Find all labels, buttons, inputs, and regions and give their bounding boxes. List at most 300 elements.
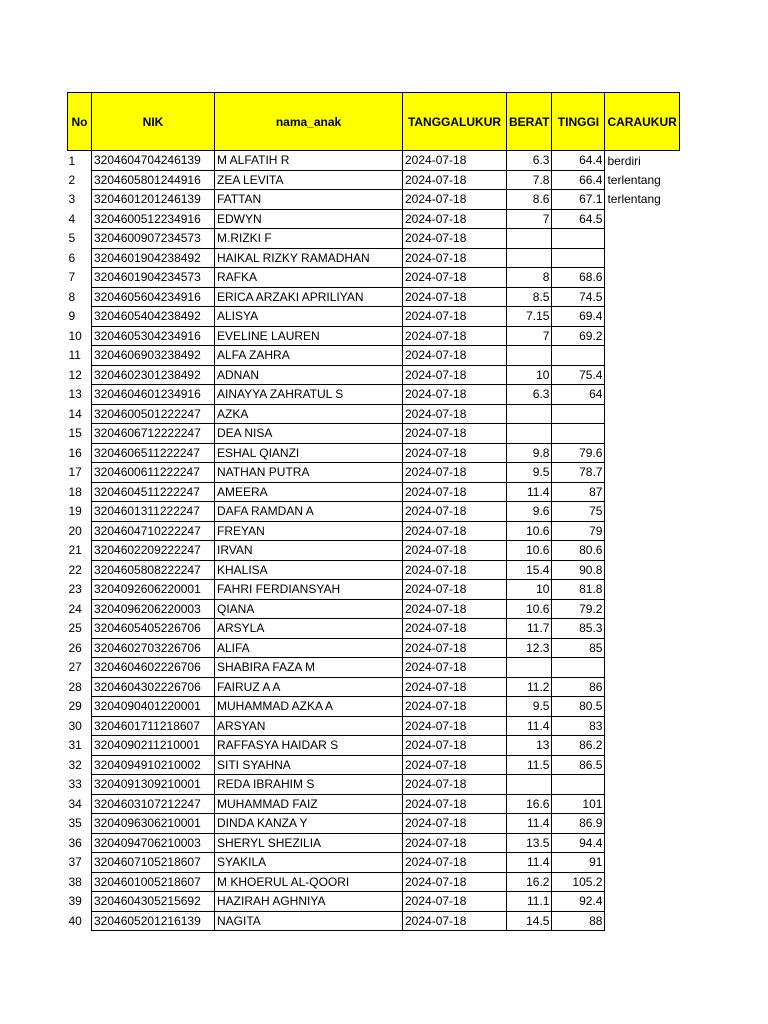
nik-cell[interactable]: 3204094706210003 xyxy=(92,833,215,853)
nik-cell[interactable]: 3204090401220001 xyxy=(92,697,215,717)
table-row xyxy=(68,385,680,405)
tinggi-cell[interactable]: 79.6 xyxy=(552,443,605,463)
cara-ukur-cell[interactable] xyxy=(605,424,679,444)
nik-cell[interactable]: 3204602209222247 xyxy=(92,541,215,561)
tanggal-ukur-cell[interactable]: 2024-07-18 xyxy=(403,541,507,561)
tinggi-cell[interactable]: 74.5 xyxy=(552,287,605,307)
berat-cell[interactable]: 7 xyxy=(507,209,552,229)
berat-cell[interactable] xyxy=(507,346,552,366)
tanggal-ukur-cell[interactable]: 2024-07-18 xyxy=(403,794,507,814)
berat-cell[interactable]: 11.1 xyxy=(507,892,552,912)
header-tanggal-ukur[interactable]: TANGGALUKUR xyxy=(403,93,507,151)
row-number-cell[interactable]: 27 xyxy=(68,660,82,675)
tinggi-cell[interactable] xyxy=(552,248,605,268)
row-number-cell[interactable]: 10 xyxy=(68,328,82,343)
tinggi-cell[interactable]: 86.2 xyxy=(552,736,605,756)
cara-ukur-cell[interactable] xyxy=(605,443,679,463)
tanggal-ukur-cell[interactable]: 2024-07-18 xyxy=(403,268,507,288)
table-row xyxy=(68,775,680,795)
table-row xyxy=(68,736,680,756)
tanggal-ukur-cell[interactable]: 2024-07-18 xyxy=(403,833,507,853)
nik-cell[interactable]: 3204096306210001 xyxy=(92,814,215,834)
nik-cell[interactable]: 3204605201216139 xyxy=(92,911,215,931)
tinggi-cell[interactable]: 86.5 xyxy=(552,755,605,775)
tinggi-cell[interactable]: 81.8 xyxy=(552,580,605,600)
row-number-cell[interactable]: 34 xyxy=(68,796,82,811)
berat-cell[interactable]: 8 xyxy=(507,268,552,288)
nama-anak-cell[interactable]: REDA IBRAHIM S xyxy=(215,775,403,795)
nik-cell[interactable]: 3204605808222247 xyxy=(92,560,215,580)
tanggal-ukur-cell[interactable]: 2024-07-18 xyxy=(403,619,507,639)
row-number-cell[interactable]: 30 xyxy=(68,718,82,733)
tanggal-ukur-cell[interactable]: 2024-07-18 xyxy=(403,521,507,541)
tinggi-cell[interactable]: 101 xyxy=(552,794,605,814)
tanggal-ukur-cell[interactable]: 2024-07-18 xyxy=(403,248,507,268)
cara-ukur-cell[interactable] xyxy=(605,580,679,600)
table-row xyxy=(68,365,680,385)
nama-anak-cell[interactable]: KHALISA xyxy=(215,560,403,580)
nama-anak-cell[interactable]: ERICA ARZAKI APRILIYAN xyxy=(215,287,403,307)
nama-anak-cell[interactable]: M KHOERUL AL-QOORI xyxy=(215,872,403,892)
berat-cell[interactable]: 14.5 xyxy=(507,911,552,931)
nik-cell[interactable]: 3204605604234916 xyxy=(92,287,215,307)
nama-anak-cell[interactable]: AZKA xyxy=(215,404,403,424)
row-number-cell[interactable]: 5 xyxy=(68,231,76,246)
tinggi-cell[interactable] xyxy=(552,346,605,366)
row-number-cell[interactable]: 21 xyxy=(68,543,82,558)
cara-ukur-cell[interactable] xyxy=(605,229,679,249)
header-row xyxy=(68,93,680,151)
tanggal-ukur-cell[interactable]: 2024-07-18 xyxy=(403,229,507,249)
row-number-cell[interactable]: 16 xyxy=(68,445,82,460)
nama-anak-cell[interactable]: ESHAL QIANZI xyxy=(215,443,403,463)
tanggal-ukur-cell[interactable]: 2024-07-18 xyxy=(403,599,507,619)
berat-cell[interactable]: 9.5 xyxy=(507,463,552,483)
nik-cell[interactable]: 3204604704246139 xyxy=(92,151,215,171)
cara-ukur-cell[interactable] xyxy=(605,833,679,853)
nik-cell[interactable]: 3204096206220003 xyxy=(92,599,215,619)
row-number-cell[interactable]: 31 xyxy=(68,738,82,753)
cara-ukur-cell[interactable] xyxy=(605,482,679,502)
nik-cell[interactable]: 3204604601234916 xyxy=(92,385,215,405)
nama-anak-cell[interactable]: IRVAN xyxy=(215,541,403,561)
nik-cell[interactable]: 3204604710222247 xyxy=(92,521,215,541)
berat-cell[interactable] xyxy=(507,404,552,424)
nama-anak-cell[interactable]: DINDA KANZA Y xyxy=(215,814,403,834)
tinggi-cell[interactable]: 64.5 xyxy=(552,209,605,229)
berat-cell[interactable]: 16.2 xyxy=(507,872,552,892)
table-row xyxy=(68,541,680,561)
nama-anak-cell[interactable]: DEA NISA xyxy=(215,424,403,444)
row-number-cell[interactable]: 24 xyxy=(68,601,82,616)
nik-cell[interactable]: 3204607105218607 xyxy=(92,853,215,873)
tanggal-ukur-cell[interactable]: 2024-07-18 xyxy=(403,736,507,756)
nik-cell[interactable]: 3204602301238492 xyxy=(92,365,215,385)
cara-ukur-cell[interactable] xyxy=(605,736,679,756)
berat-cell[interactable]: 10 xyxy=(507,580,552,600)
nik-cell[interactable]: 3204090211210001 xyxy=(92,736,215,756)
nik-cell[interactable]: 3204603107212247 xyxy=(92,794,215,814)
cara-ukur-cell[interactable] xyxy=(605,541,679,561)
cara-ukur-cell[interactable] xyxy=(605,521,679,541)
row-number-cell[interactable]: 28 xyxy=(68,679,82,694)
tinggi-cell[interactable]: 85 xyxy=(552,638,605,658)
header-cara-ukur[interactable]: CARAUKUR xyxy=(605,93,679,151)
cara-ukur-cell[interactable] xyxy=(605,911,679,931)
row-number-cell[interactable]: 3 xyxy=(68,192,76,207)
header-berat[interactable]: BERAT xyxy=(507,93,552,151)
tanggal-ukur-cell[interactable]: 2024-07-18 xyxy=(403,677,507,697)
nik-cell[interactable]: 3204604302226706 xyxy=(92,677,215,697)
row-number-cell[interactable]: 9 xyxy=(68,309,76,324)
berat-cell[interactable]: 9.5 xyxy=(507,697,552,717)
tinggi-cell[interactable]: 91 xyxy=(552,853,605,873)
cara-ukur-cell[interactable] xyxy=(605,463,679,483)
tanggal-ukur-cell[interactable]: 2024-07-18 xyxy=(403,482,507,502)
nama-anak-cell[interactable]: ARSYAN xyxy=(215,716,403,736)
tanggal-ukur-cell[interactable]: 2024-07-18 xyxy=(403,190,507,210)
tanggal-ukur-cell[interactable]: 2024-07-18 xyxy=(403,658,507,678)
header-tinggi[interactable]: TINGGI xyxy=(552,93,605,151)
row-number-cell[interactable]: 2 xyxy=(68,172,76,187)
tinggi-cell[interactable]: 92.4 xyxy=(552,892,605,912)
tanggal-ukur-cell[interactable]: 2024-07-18 xyxy=(403,872,507,892)
cara-ukur-cell[interactable] xyxy=(605,892,679,912)
row-number-cell[interactable]: 14 xyxy=(68,406,82,421)
berat-cell[interactable]: 9.8 xyxy=(507,443,552,463)
tanggal-ukur-cell[interactable]: 2024-07-18 xyxy=(403,911,507,931)
nama-anak-cell[interactable]: HAZIRAH AGHNIYA xyxy=(215,892,403,912)
cara-ukur-cell[interactable]: terlentang xyxy=(607,172,661,187)
tinggi-cell[interactable]: 66.4 xyxy=(552,170,605,190)
tinggi-cell[interactable]: 68.6 xyxy=(552,268,605,288)
nik-cell[interactable]: 3204091309210001 xyxy=(92,775,215,795)
cara-ukur-cell[interactable] xyxy=(605,287,679,307)
tanggal-ukur-cell[interactable]: 2024-07-18 xyxy=(403,502,507,522)
row-number-cell[interactable]: 25 xyxy=(68,621,82,636)
tinggi-cell[interactable]: 94.4 xyxy=(552,833,605,853)
tinggi-cell[interactable]: 88 xyxy=(552,911,605,931)
nama-anak-cell[interactable]: SHABIRA FAZA M xyxy=(215,658,403,678)
berat-cell[interactable] xyxy=(507,229,552,249)
cara-ukur-cell[interactable] xyxy=(605,404,679,424)
cara-ukur-cell[interactable] xyxy=(605,365,679,385)
tanggal-ukur-cell[interactable]: 2024-07-18 xyxy=(403,892,507,912)
berat-cell[interactable]: 10.6 xyxy=(507,599,552,619)
berat-cell[interactable]: 13 xyxy=(507,736,552,756)
cara-ukur-cell[interactable] xyxy=(605,814,679,834)
nama-anak-cell[interactable]: MUHAMMAD FAIZ xyxy=(215,794,403,814)
berat-cell[interactable]: 7.15 xyxy=(507,307,552,327)
cara-ukur-cell[interactable] xyxy=(605,716,679,736)
cara-ukur-cell[interactable] xyxy=(605,326,679,346)
tanggal-ukur-cell[interactable]: 2024-07-18 xyxy=(403,814,507,834)
tinggi-cell[interactable] xyxy=(552,424,605,444)
nama-anak-cell[interactable]: HAIKAL RIZKY RAMADHAN xyxy=(215,248,403,268)
berat-cell[interactable]: 15.4 xyxy=(507,560,552,580)
nama-anak-cell[interactable]: NAGITA xyxy=(215,911,403,931)
tanggal-ukur-cell[interactable]: 2024-07-18 xyxy=(403,443,507,463)
berat-cell[interactable] xyxy=(507,658,552,678)
table-row xyxy=(68,599,680,619)
row-number-cell[interactable]: 40 xyxy=(68,913,82,928)
tanggal-ukur-cell[interactable]: 2024-07-18 xyxy=(403,775,507,795)
berat-cell[interactable] xyxy=(507,248,552,268)
nik-cell[interactable]: 3204094910210002 xyxy=(92,755,215,775)
nama-anak-cell[interactable]: ZEA LEVITA xyxy=(215,170,403,190)
berat-cell[interactable]: 10.6 xyxy=(507,541,552,561)
nik-cell[interactable]: 3204606511222247 xyxy=(92,443,215,463)
berat-cell[interactable]: 11.7 xyxy=(507,619,552,639)
nama-anak-cell[interactable]: M.RIZKI F xyxy=(215,229,403,249)
row-number-cell[interactable]: 35 xyxy=(68,816,82,831)
berat-cell[interactable]: 13.5 xyxy=(507,833,552,853)
nik-cell[interactable]: 3204605405226706 xyxy=(92,619,215,639)
tanggal-ukur-cell[interactable]: 2024-07-18 xyxy=(403,326,507,346)
berat-cell[interactable]: 8.6 xyxy=(507,190,552,210)
berat-cell[interactable]: 8.5 xyxy=(507,287,552,307)
cara-ukur-cell[interactable] xyxy=(605,677,679,697)
cara-ukur-cell[interactable] xyxy=(605,794,679,814)
tanggal-ukur-cell[interactable]: 2024-07-18 xyxy=(403,404,507,424)
row-number-cell[interactable]: 23 xyxy=(68,582,82,597)
berat-cell[interactable]: 16.6 xyxy=(507,794,552,814)
berat-cell[interactable]: 6.3 xyxy=(507,385,552,405)
tanggal-ukur-cell[interactable]: 2024-07-18 xyxy=(403,716,507,736)
nama-anak-cell[interactable]: MUHAMMAD AZKA A xyxy=(215,697,403,717)
berat-cell[interactable]: 6.3 xyxy=(507,151,552,171)
tinggi-cell[interactable]: 83 xyxy=(552,716,605,736)
nama-anak-cell[interactable]: DAFA RAMDAN A xyxy=(215,502,403,522)
nik-cell[interactable]: 3204604602226706 xyxy=(92,658,215,678)
tanggal-ukur-cell[interactable]: 2024-07-18 xyxy=(403,560,507,580)
tinggi-cell[interactable]: 105.2 xyxy=(552,872,605,892)
row-number-cell[interactable]: 20 xyxy=(68,523,82,538)
tinggi-cell[interactable] xyxy=(552,658,605,678)
row-number-cell[interactable]: 11 xyxy=(68,348,81,363)
nik-cell[interactable]: 3204600907234573 xyxy=(92,229,215,249)
row-number-cell[interactable]: 36 xyxy=(68,835,82,850)
tinggi-cell[interactable]: 67.1 xyxy=(552,190,605,210)
row-number-cell[interactable]: 6 xyxy=(68,250,76,265)
nik-cell[interactable]: 3204602703226706 xyxy=(92,638,215,658)
tinggi-cell[interactable]: 86 xyxy=(552,677,605,697)
cara-ukur-cell[interactable] xyxy=(605,307,679,327)
row-number-cell[interactable]: 33 xyxy=(68,777,82,792)
tinggi-cell[interactable]: 75.4 xyxy=(552,365,605,385)
nama-anak-cell[interactable]: M ALFATIH R xyxy=(215,151,403,171)
berat-cell[interactable]: 7 xyxy=(507,326,552,346)
nama-anak-cell[interactable]: FAIRUZ A A xyxy=(215,677,403,697)
tinggi-cell[interactable]: 86.9 xyxy=(552,814,605,834)
row-number-cell[interactable]: 17 xyxy=(68,465,82,480)
cara-ukur-cell[interactable] xyxy=(605,346,679,366)
cara-ukur-cell[interactable] xyxy=(605,599,679,619)
tanggal-ukur-cell[interactable]: 2024-07-18 xyxy=(403,424,507,444)
tinggi-cell[interactable]: 78.7 xyxy=(552,463,605,483)
table-row xyxy=(68,911,680,931)
tinggi-cell[interactable]: 75 xyxy=(552,502,605,522)
row-number-cell[interactable]: 37 xyxy=(68,855,82,870)
cara-ukur-cell[interactable] xyxy=(605,775,679,795)
tinggi-cell[interactable] xyxy=(552,229,605,249)
nama-anak-cell[interactable]: FAHRI FERDIANSYAH xyxy=(215,580,403,600)
berat-cell[interactable]: 10 xyxy=(507,365,552,385)
header-nik[interactable]: NIK xyxy=(92,93,215,151)
nik-cell[interactable]: 3204605801244916 xyxy=(92,170,215,190)
table-row xyxy=(68,190,680,210)
header-no[interactable]: No xyxy=(68,93,92,151)
tanggal-ukur-cell[interactable]: 2024-07-18 xyxy=(403,170,507,190)
cara-ukur-cell[interactable] xyxy=(605,560,679,580)
tanggal-ukur-cell[interactable]: 2024-07-18 xyxy=(403,346,507,366)
tanggal-ukur-cell[interactable]: 2024-07-18 xyxy=(403,151,507,171)
cara-ukur-cell[interactable]: terlentang xyxy=(607,192,661,207)
nama-anak-cell[interactable]: SHERYL SHEZILIA xyxy=(215,833,403,853)
table-row xyxy=(68,580,680,600)
tinggi-cell[interactable] xyxy=(552,775,605,795)
tanggal-ukur-cell[interactable]: 2024-07-18 xyxy=(403,580,507,600)
tinggi-cell[interactable]: 79.2 xyxy=(552,599,605,619)
nama-anak-cell[interactable]: EVELINE LAUREN xyxy=(215,326,403,346)
nama-anak-cell[interactable]: ALFA ZAHRA xyxy=(215,346,403,366)
nama-anak-cell[interactable]: RAFKA xyxy=(215,268,403,288)
nama-anak-cell[interactable]: NATHAN PUTRA xyxy=(215,463,403,483)
nama-anak-cell[interactable]: FATTAN xyxy=(215,190,403,210)
nama-anak-cell[interactable]: ALISYA xyxy=(215,307,403,327)
nik-cell[interactable]: 3204601904234573 xyxy=(92,268,215,288)
nama-anak-cell[interactable]: QIANA xyxy=(215,599,403,619)
row-number-cell[interactable]: 7 xyxy=(68,270,76,285)
tanggal-ukur-cell[interactable]: 2024-07-18 xyxy=(403,463,507,483)
cara-ukur-cell[interactable] xyxy=(605,385,679,405)
nama-anak-cell[interactable]: AMEERA xyxy=(215,482,403,502)
cara-ukur-cell[interactable] xyxy=(605,697,679,717)
nama-anak-cell[interactable]: AINAYYA ZAHRATUL S xyxy=(215,385,403,405)
nik-cell[interactable]: 3204092606220001 xyxy=(92,580,215,600)
berat-cell[interactable]: 7.8 xyxy=(507,170,552,190)
row-number-cell[interactable]: 38 xyxy=(68,874,82,889)
nik-cell[interactable]: 3204606903238492 xyxy=(92,346,215,366)
row-number-cell[interactable]: 19 xyxy=(68,504,82,519)
berat-cell[interactable]: 11.4 xyxy=(507,814,552,834)
berat-cell[interactable] xyxy=(507,775,552,795)
tanggal-ukur-cell[interactable]: 2024-07-18 xyxy=(403,853,507,873)
tanggal-ukur-cell[interactable]: 2024-07-18 xyxy=(403,385,507,405)
nik-cell[interactable]: 3204600611222247 xyxy=(92,463,215,483)
tinggi-cell[interactable] xyxy=(552,404,605,424)
nik-cell[interactable]: 3204605304234916 xyxy=(92,326,215,346)
berat-cell[interactable]: 9.6 xyxy=(507,502,552,522)
cara-ukur-cell[interactable] xyxy=(605,872,679,892)
row-number-cell[interactable]: 18 xyxy=(68,484,82,499)
tanggal-ukur-cell[interactable]: 2024-07-18 xyxy=(403,697,507,717)
tanggal-ukur-cell[interactable]: 2024-07-18 xyxy=(403,287,507,307)
nama-anak-cell[interactable]: SYAKILA xyxy=(215,853,403,873)
table-row xyxy=(68,326,680,346)
nik-cell[interactable]: 3204604305215692 xyxy=(92,892,215,912)
tinggi-cell[interactable]: 87 xyxy=(552,482,605,502)
tinggi-cell[interactable]: 64 xyxy=(552,385,605,405)
nama-anak-cell[interactable]: ALIFA xyxy=(215,638,403,658)
cara-ukur-cell[interactable] xyxy=(605,619,679,639)
nama-anak-cell[interactable]: ARSYLA xyxy=(215,619,403,639)
berat-cell[interactable]: 11.4 xyxy=(507,482,552,502)
nik-cell[interactable]: 3204606712222247 xyxy=(92,424,215,444)
table-row xyxy=(68,248,680,268)
nik-cell[interactable]: 3204601311222247 xyxy=(92,502,215,522)
nik-cell[interactable]: 3204601005218607 xyxy=(92,872,215,892)
nama-anak-cell[interactable]: RAFFASYA HAIDAR S xyxy=(215,736,403,756)
berat-cell[interactable]: 11.2 xyxy=(507,677,552,697)
tinggi-cell[interactable]: 80.5 xyxy=(552,697,605,717)
cara-ukur-cell[interactable] xyxy=(605,268,679,288)
cara-ukur-cell[interactable] xyxy=(605,853,679,873)
tinggi-cell[interactable]: 64.4 xyxy=(552,151,605,171)
cara-ukur-cell[interactable] xyxy=(605,209,679,229)
berat-cell[interactable]: 11.5 xyxy=(507,755,552,775)
berat-cell[interactable] xyxy=(507,424,552,444)
row-number-cell[interactable]: 13 xyxy=(68,387,82,402)
tinggi-cell[interactable]: 80.6 xyxy=(552,541,605,561)
tinggi-cell[interactable]: 69.4 xyxy=(552,307,605,327)
nama-anak-cell[interactable]: EDWYN xyxy=(215,209,403,229)
tanggal-ukur-cell[interactable]: 2024-07-18 xyxy=(403,365,507,385)
tinggi-cell[interactable]: 79 xyxy=(552,521,605,541)
tanggal-ukur-cell[interactable]: 2024-07-18 xyxy=(403,638,507,658)
cara-ukur-cell[interactable] xyxy=(605,248,679,268)
row-number-cell[interactable]: 4 xyxy=(68,211,76,226)
cara-ukur-cell[interactable] xyxy=(605,658,679,678)
nama-anak-cell[interactable]: SITI SYAHNA xyxy=(215,755,403,775)
nik-cell[interactable]: 3204601904238492 xyxy=(92,248,215,268)
row-number-cell[interactable]: 26 xyxy=(68,640,82,655)
tanggal-ukur-cell[interactable]: 2024-07-18 xyxy=(403,307,507,327)
data-table xyxy=(67,92,680,931)
row-number-cell[interactable]: 8 xyxy=(68,289,76,304)
row-number-cell[interactable]: 39 xyxy=(68,894,82,909)
tinggi-cell[interactable]: 90.8 xyxy=(552,560,605,580)
tinggi-cell[interactable]: 85.3 xyxy=(552,619,605,639)
nik-cell[interactable]: 3204600501222247 xyxy=(92,404,215,424)
nik-cell[interactable]: 3204600512234916 xyxy=(92,209,215,229)
berat-cell[interactable]: 11.4 xyxy=(507,716,552,736)
row-number-cell[interactable]: 29 xyxy=(68,699,82,714)
berat-cell[interactable]: 12.3 xyxy=(507,638,552,658)
nik-cell[interactable]: 3204604511222247 xyxy=(92,482,215,502)
cara-ukur-cell[interactable] xyxy=(605,755,679,775)
row-number-cell[interactable]: 12 xyxy=(68,367,82,382)
nik-cell[interactable]: 3204605404238492 xyxy=(92,307,215,327)
row-number-cell[interactable]: 32 xyxy=(68,757,82,772)
cara-ukur-cell[interactable]: berdiri xyxy=(607,153,641,168)
row-number-cell[interactable]: 15 xyxy=(68,426,82,441)
nama-anak-cell[interactable]: ADNAN xyxy=(215,365,403,385)
tanggal-ukur-cell[interactable]: 2024-07-18 xyxy=(403,209,507,229)
tinggi-cell[interactable]: 69.2 xyxy=(552,326,605,346)
tanggal-ukur-cell[interactable]: 2024-07-18 xyxy=(403,755,507,775)
nama-anak-cell[interactable]: FREYAN xyxy=(215,521,403,541)
nik-cell[interactable]: 3204601201246139 xyxy=(92,190,215,210)
berat-cell[interactable]: 10.6 xyxy=(507,521,552,541)
berat-cell[interactable]: 11.4 xyxy=(507,853,552,873)
nik-cell[interactable]: 3204601711218607 xyxy=(92,716,215,736)
row-number-cell[interactable]: 1 xyxy=(68,153,76,168)
cara-ukur-cell[interactable] xyxy=(605,502,679,522)
cara-ukur-cell[interactable] xyxy=(605,638,679,658)
header-nama-anak[interactable]: nama_anak xyxy=(215,93,403,151)
row-number-cell[interactable]: 22 xyxy=(68,562,82,577)
